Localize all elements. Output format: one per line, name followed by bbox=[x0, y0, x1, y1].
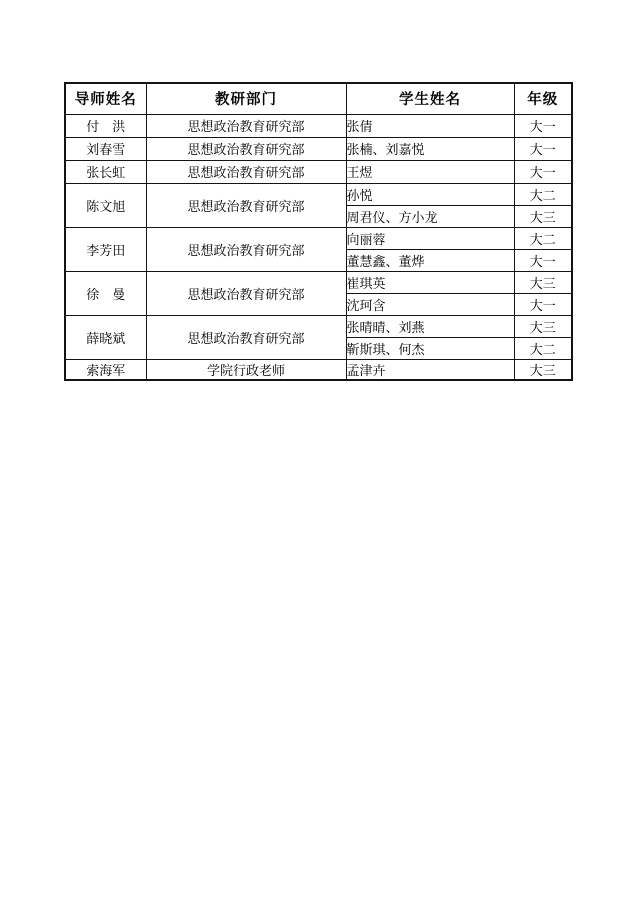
department-cell: 思想政治教育研究部 bbox=[146, 114, 346, 137]
mentor-student-table bbox=[64, 82, 573, 381]
table-row bbox=[65, 137, 572, 160]
grade-cell: 大二 bbox=[514, 183, 572, 205]
table-row bbox=[65, 359, 572, 380]
table-row bbox=[65, 315, 572, 337]
department-cell: 思想政治教育研究部 bbox=[146, 137, 346, 160]
student-cell: 周君仪、方小龙 bbox=[346, 205, 514, 227]
department-cell: 思想政治教育研究部 bbox=[146, 227, 346, 271]
student-cell: 靳斯琪、何杰 bbox=[346, 337, 514, 359]
table-row bbox=[65, 183, 572, 205]
grade-cell: 大一 bbox=[514, 114, 572, 137]
header-grade: 年级 bbox=[514, 83, 572, 114]
department-cell: 思想政治教育研究部 bbox=[146, 183, 346, 227]
department-cell: 学院行政老师 bbox=[146, 359, 346, 380]
student-cell: 崔琪英 bbox=[346, 271, 514, 293]
teacher-cell: 张长虹 bbox=[65, 160, 146, 183]
department-cell: 思想政治教育研究部 bbox=[146, 271, 346, 315]
teacher-cell: 薛晓斌 bbox=[65, 315, 146, 359]
student-cell: 沈珂含 bbox=[346, 293, 514, 315]
teacher-cell: 陈文旭 bbox=[65, 183, 146, 227]
teacher-cell: 刘春雪 bbox=[65, 137, 146, 160]
student-cell: 董慧鑫、董烨 bbox=[346, 249, 514, 271]
grade-cell: 大三 bbox=[514, 315, 572, 337]
department-cell: 思想政治教育研究部 bbox=[146, 160, 346, 183]
teacher-cell: 李芳田 bbox=[65, 227, 146, 271]
header-student-name: 学生姓名 bbox=[346, 83, 514, 114]
grade-cell: 大三 bbox=[514, 205, 572, 227]
teacher-cell: 付 洪 bbox=[65, 114, 146, 137]
student-cell: 向丽蓉 bbox=[346, 227, 514, 249]
grade-cell: 大一 bbox=[514, 137, 572, 160]
grade-cell: 大一 bbox=[514, 160, 572, 183]
table-row bbox=[65, 271, 572, 293]
header-department: 教研部门 bbox=[146, 83, 346, 114]
grade-cell: 大二 bbox=[514, 227, 572, 249]
table-row bbox=[65, 227, 572, 249]
student-cell: 孙悦 bbox=[346, 183, 514, 205]
table-row bbox=[65, 114, 572, 137]
grade-cell: 大三 bbox=[514, 271, 572, 293]
teacher-cell: 徐 曼 bbox=[65, 271, 146, 315]
student-cell: 张楠、刘嘉悦 bbox=[346, 137, 514, 160]
table-row bbox=[65, 160, 572, 183]
grade-cell: 大一 bbox=[514, 293, 572, 315]
department-cell: 思想政治教育研究部 bbox=[146, 315, 346, 359]
student-cell: 张晴晴、刘燕 bbox=[346, 315, 514, 337]
student-cell: 孟津卉 bbox=[346, 359, 514, 380]
header-teacher-name: 导师姓名 bbox=[65, 83, 146, 114]
grade-cell: 大一 bbox=[514, 249, 572, 271]
grade-cell: 大三 bbox=[514, 359, 572, 380]
table-header-row bbox=[65, 83, 572, 114]
grade-cell: 大二 bbox=[514, 337, 572, 359]
student-cell: 张倩 bbox=[346, 114, 514, 137]
student-cell: 王煜 bbox=[346, 160, 514, 183]
teacher-cell: 索海军 bbox=[65, 359, 146, 380]
